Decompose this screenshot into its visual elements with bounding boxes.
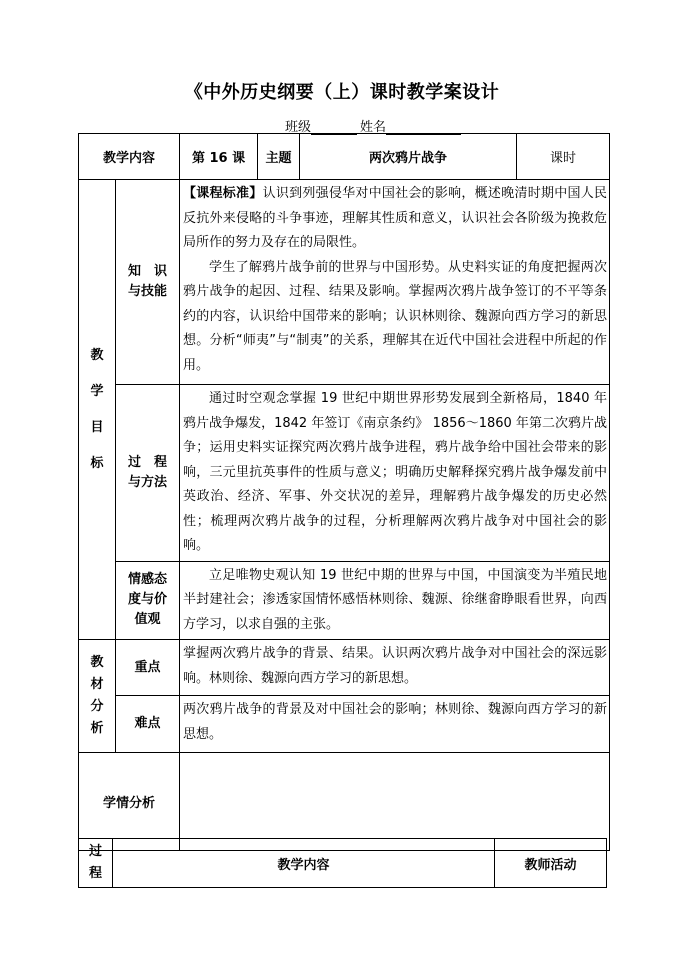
knowledge-text: 学生了解鸦片战争前的世界与中国形势。从史料实证的角度把握两次鸦片战争的起因、过程、结果及影响。掌握两次鸦片战争签订的不平等条约的内容，认识给中国带来的影响；认识林则徐、魏源向西方学习的新思想。分析“师夷”与“制夷”的关系，理解其在近代中国社会进程中所起的作用。 [183, 259, 608, 373]
emotion-label-line: 度与价 [128, 592, 168, 608]
teaching-content-header: 教学内容 [113, 839, 495, 888]
emotion-label-line: 情感态 [128, 572, 168, 588]
learning-analysis-cell[interactable] [180, 753, 610, 851]
content-label-cell: 教学内容 [79, 134, 180, 180]
knowledge-label [116, 180, 180, 385]
curriculum-standard-text: 认识到列强侵华对中国社会的影响，概述晚清时期中国人民反抗外来侵略的斗争事迹，理解其性质和意义，认识社会各阶级为挽救危局所作的努力及存在的局限性。 [183, 186, 608, 250]
knowledge-label-line: 与技能 [128, 284, 168, 299]
analysis-char: 材 [90, 677, 104, 692]
curriculum-standard-tag: 【课程标准】 [183, 186, 263, 201]
teacher-activity-header: 教师活动 [495, 839, 607, 888]
page-title: 《中外历史纲要（上）课时教学案设计 [184, 82, 500, 103]
process-char: 程 [88, 866, 102, 881]
emotion-label-line: 值观 [134, 612, 161, 628]
objectives-char: 教 [90, 347, 104, 363]
difficulty-text: 两次鸦片战争的背景及对中国社会的影响；林则徐、魏源向西方学习的新思想。 [180, 696, 610, 753]
analysis-char: 分 [90, 699, 104, 714]
knowledge-label-line: 知 识 [128, 264, 168, 279]
analysis-label [79, 640, 116, 753]
objectives-char: 学 [90, 383, 104, 399]
objectives-char: 目 [90, 419, 104, 435]
process-label-line: 与方法 [128, 474, 168, 490]
objectives-label [79, 180, 116, 640]
process-char: 过 [88, 844, 102, 859]
process-label [79, 839, 113, 888]
key-point-text: 掌握两次鸦片战争的背景、结果。认识两次鸦片战争对中国社会的深远影响。林则徐、魏源向西方学习的新思想。 [180, 640, 610, 696]
period-label-cell: 课时 [517, 134, 610, 180]
process-method-text: 通过时空观念掌握 19 世纪中期世界形势发展到全新格局，1840 年鸦片战争爆发，1842 年签订《南京条约》 1856～1860 年第二次鸦片战争；运用史料实证探究两次鸦片战争进程，鸦片战争给中国社会带来的影响，三元里抗英事件的性质与意义；明确历史解释探究鸦片战争爆发前中英政治、经济、军事、外交状况的差异，理解鸦片战争爆发的历史必然性；梳理两次鸦片战争的过程，分析理解两次鸦片战争对中国社会的影响。 [183, 391, 608, 553]
emotion-values-cell [180, 561, 610, 640]
emotion-values-text: 立足唯物史观认知 19 世纪中期的世界与中国，中国演变为半殖民地半封建社会；渗透家国情怀感悟林则徐、魏源、徐继畲睁眼看世界，向西方学习，以求自强的主张。 [183, 567, 608, 632]
topic-cell: 两次鸦片战争 [300, 134, 517, 180]
class-label: 班级 [285, 120, 312, 135]
learning-analysis-label: 学情分析 [79, 753, 180, 851]
process-method-cell [180, 385, 610, 562]
key-point-label: 重点 [116, 640, 180, 696]
name-label: 姓名 [360, 120, 387, 135]
lesson-plan-table [78, 133, 610, 851]
topic-label-cell: 主题 [258, 134, 300, 180]
curriculum-standard [183, 182, 607, 256]
emotion-values-label [116, 561, 180, 640]
objectives-char: 标 [90, 455, 104, 471]
process-method-label [116, 385, 180, 562]
analysis-char: 教 [90, 655, 104, 670]
difficulty-label: 难点 [116, 696, 180, 753]
process-table [78, 838, 607, 888]
lesson-number-cell: 第 16 课 [180, 134, 258, 180]
analysis-char: 析 [90, 721, 104, 736]
process-label-line: 过 程 [128, 454, 168, 470]
knowledge-cell [180, 180, 610, 385]
